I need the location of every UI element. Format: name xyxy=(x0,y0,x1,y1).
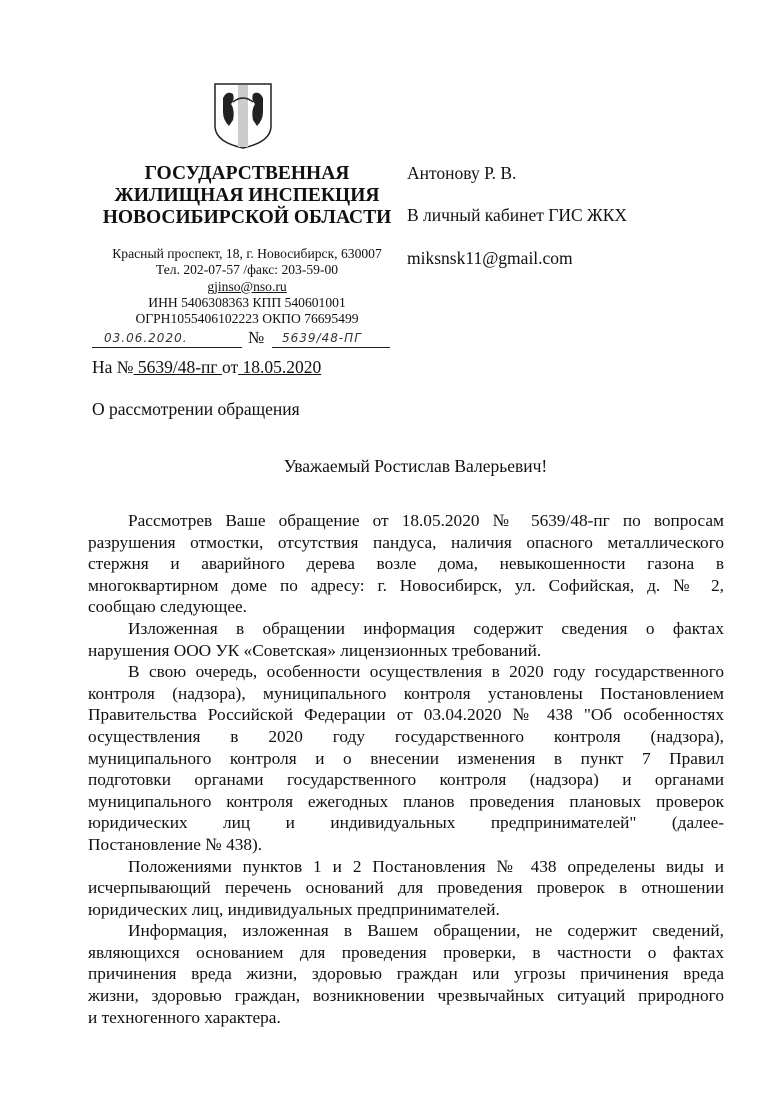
paragraph-line: нарушения ООО УК «Советская» лицензионных требований. xyxy=(88,640,542,660)
number-label: № xyxy=(248,328,265,347)
reply-reference xyxy=(92,357,321,378)
paragraph-line: сообщаю следующее. xyxy=(88,597,247,617)
org-address: Красный проспект, 18, г. Новосибирск, 630007 xyxy=(112,246,382,261)
body-paragraph xyxy=(88,618,724,661)
org-email-link[interactable]: gjinso@nso.ru xyxy=(207,278,287,294)
reply-number: 5639/48-пг xyxy=(133,357,222,377)
paragraph-line: подготовки органами государственного контроля (надзора) и органами xyxy=(88,770,724,790)
org-inn-kpp: ИНН 5406308363 КПП 540601001 xyxy=(148,294,346,310)
org-ogrn-okpo: ОГРН1055406102223 ОКПО 76695499 xyxy=(135,311,359,327)
paragraph-line: являющихся основанием для проведения проверки, в частности о фактах xyxy=(88,942,724,962)
letter-body xyxy=(88,510,724,1028)
registration-number: 5639/48-ПГ xyxy=(282,331,362,345)
organization-name xyxy=(92,163,402,229)
paragraph-line: Правительства Российской Федерации от 03.04.2020 № 438 "Об особенностях xyxy=(88,705,724,725)
number-underline xyxy=(272,347,390,348)
body-paragraph xyxy=(88,856,724,921)
paragraph-line: и техногенного характера. xyxy=(88,1007,281,1027)
paragraph-line: юридических лиц, индивидуальных предпринимателей. xyxy=(88,899,500,919)
org-name-line: ЖИЛИЩНАЯ ИНСПЕКЦИЯ xyxy=(114,185,380,206)
organization-contacts xyxy=(92,246,402,327)
coat-of-arms-emblem xyxy=(213,82,273,150)
date-underline xyxy=(92,347,242,348)
recipient-name: Антонову Р. В. xyxy=(407,163,517,183)
paragraph-line: Рассмотрев Ваше обращение от 18.05.2020 № 5639/48-пг по вопросам xyxy=(128,511,724,530)
reply-prefix: На № xyxy=(92,357,134,377)
paragraph-line: муниципального контроля и о внесении изменения в пункт 7 Правил xyxy=(88,748,724,768)
recipient-email: miksnsk11@gmail.com xyxy=(407,248,573,268)
registration-line xyxy=(92,330,392,348)
paragraph-line: стержня и аварийного дерева возле дома, невыкошенности газона в xyxy=(88,554,724,574)
paragraph-line: осуществления в 2020 году государственного контроля (надзора), xyxy=(88,726,724,746)
paragraph-line: Изложенная в обращении информация содержит сведения о фактах xyxy=(128,618,724,638)
reply-from: от xyxy=(221,357,239,377)
reply-date: 18.05.2020 xyxy=(238,357,322,377)
paragraph-line: многоквартирном доме по адресу: г. Новосибирск, ул. Софийская, д. № 2, xyxy=(88,575,724,595)
body-paragraph xyxy=(88,510,724,618)
letter-subject: О рассмотрении обращения xyxy=(92,399,300,419)
paragraph-line: жизни, здоровью граждан, возникновении чрезвычайных ситуаций природного xyxy=(88,986,724,1006)
org-phone: Тел. 202-07-57 /факс: 203-59-00 xyxy=(155,262,339,278)
paragraph-line: причинения вреда жизни, здоровью граждан или угрозы причинения вреда xyxy=(88,964,724,984)
org-name-line: ГОСУДАРСТВЕННАЯ xyxy=(144,163,350,184)
paragraph-line: Положениями пунктов 1 и 2 Постановления № 438 определены виды и xyxy=(128,856,724,876)
body-paragraph xyxy=(88,661,724,855)
paragraph-line: В свою очередь, особенности осуществления в 2020 году государственного xyxy=(128,662,724,682)
paragraph-line: муниципального контроля ежегодных планов проведения плановых проверок xyxy=(88,791,724,811)
paragraph-line: контроля (надзора), муниципального контроля установлены Постановлением xyxy=(88,683,724,703)
paragraph-line: Постановление № 438). xyxy=(88,834,263,854)
paragraph-line: исчерпывающий перечень оснований для проведения проверок в отношении xyxy=(88,878,724,898)
recipient-channel: В личный кабинет ГИС ЖКХ xyxy=(407,205,628,225)
paragraph-line: разрушения отмостки, отсутствия пандуса, наличия опасного металлического xyxy=(88,532,724,552)
paragraph-line: юридических лиц и индивидуальных предпринимателей" (далее- xyxy=(88,813,724,833)
paragraph-line: Информация, изложенная в Вашем обращении, не содержит сведений, xyxy=(128,921,724,941)
registration-date: 03.06.2020. xyxy=(104,331,188,345)
org-name-line: НОВОСИБИРСКОЙ ОБЛАСТИ xyxy=(102,207,392,228)
greeting: Уважаемый Ростислав Валерьевич! xyxy=(283,456,548,476)
body-paragraph xyxy=(88,920,724,1028)
